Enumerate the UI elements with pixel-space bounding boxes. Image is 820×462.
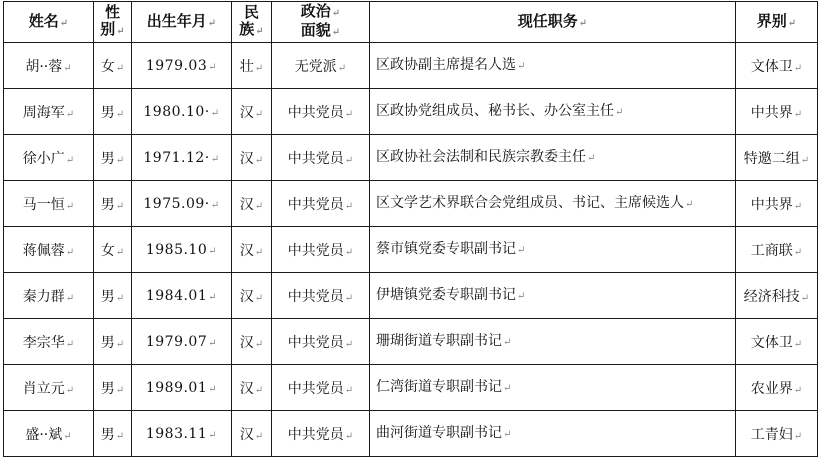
paragraph-mark-icon: ↵ — [115, 292, 125, 304]
cell-position-text: 区文学艺术界联合会党组成员、书记、主席候选人 — [376, 194, 684, 211]
header-name-text: 姓名 — [28, 11, 59, 30]
cell-party — [272, 89, 370, 135]
paragraph-mark-icon: ↵ — [344, 154, 354, 166]
cell-ethnicity — [232, 227, 272, 273]
cell-sector-text: 工青妇 — [750, 426, 793, 443]
cell-gender-text: 男 — [100, 150, 115, 167]
cell-ethnicity — [232, 273, 272, 319]
cell-ethnicity-text: 汉 — [239, 288, 254, 305]
paragraph-mark-icon: ↵ — [115, 62, 125, 74]
paragraph-mark-icon: ↵ — [793, 430, 803, 442]
paragraph-mark-icon: ↵ — [210, 199, 220, 211]
cell-ethnicity — [232, 365, 272, 411]
cell-gender — [94, 319, 132, 365]
paragraph-mark-icon: ↵ — [503, 428, 512, 440]
header-gender-line2-wrap — [97, 21, 128, 40]
paragraph-mark-icon: ↵ — [793, 108, 803, 120]
cell-position — [370, 181, 736, 227]
cell-name — [4, 411, 94, 457]
table-row — [4, 411, 818, 457]
cell-name-text: 秦力群 — [22, 288, 65, 305]
cell-sector-text: 经济科技 — [743, 288, 800, 305]
cell-sector — [736, 227, 818, 273]
paragraph-mark-icon: ↵ — [65, 154, 75, 166]
paragraph-mark-icon: ↵ — [115, 154, 125, 166]
paragraph-mark-icon: ↵ — [116, 26, 125, 37]
paragraph-mark-icon: ↵ — [208, 337, 218, 349]
paragraph-mark-icon: ↵ — [207, 17, 217, 29]
cell-gender-text: 男 — [100, 104, 115, 121]
cell-party — [272, 227, 370, 273]
cell-ethnicity-text: 壮 — [239, 58, 254, 75]
cell-sector — [736, 319, 818, 365]
paragraph-mark-icon: ↵ — [65, 338, 75, 350]
paragraph-mark-icon: ↵ — [344, 246, 354, 258]
paragraph-mark-icon: ↵ — [115, 338, 125, 350]
cell-ethnicity-text: 汉 — [239, 426, 254, 443]
header-position — [370, 2, 736, 43]
cell-ethnicity — [232, 43, 272, 89]
cell-gender-text: 男 — [100, 196, 115, 213]
cell-party-text: 中共党员 — [287, 380, 344, 397]
personnel-table — [3, 1, 818, 457]
cell-ethnicity — [232, 181, 272, 227]
cell-sector — [736, 273, 818, 319]
header-gender — [94, 2, 132, 43]
header-party-line2: 面貌 — [300, 21, 331, 39]
cell-name — [4, 365, 94, 411]
cell-gender — [94, 365, 132, 411]
paragraph-mark-icon: ↵ — [254, 200, 264, 212]
cell-sector-text: 特邀二组 — [743, 150, 800, 167]
cell-party-text: 中共党员 — [287, 104, 344, 121]
cell-birth-text: 1989.01 — [145, 379, 208, 396]
paragraph-mark-icon: ↵ — [210, 107, 220, 119]
paragraph-mark-icon: ↵ — [65, 384, 75, 396]
cell-position-text: 珊瑚街道专职副书记 — [376, 332, 502, 349]
cell-birth-text: 1985.10 — [145, 241, 208, 258]
paragraph-mark-icon: ↵ — [65, 292, 75, 304]
cell-sector — [736, 89, 818, 135]
header-party-line2-wrap — [275, 22, 366, 41]
cell-name-text: 徐小广 — [22, 150, 65, 167]
cell-party-text: 中共党员 — [287, 426, 344, 443]
cell-name-text: 盛··斌 — [25, 426, 63, 443]
paragraph-mark-icon: ↵ — [344, 108, 354, 120]
cell-ethnicity — [232, 411, 272, 457]
cell-name-text: 肖立元 — [22, 380, 65, 397]
paragraph-mark-icon: ↵ — [59, 17, 69, 29]
header-name — [4, 2, 94, 43]
header-birth — [132, 2, 232, 43]
paragraph-mark-icon: ↵ — [254, 154, 264, 166]
table-row — [4, 273, 818, 319]
cell-sector-text: 工商联 — [750, 242, 793, 259]
cell-party — [272, 43, 370, 89]
cell-position-text: 伊塘镇党委专职副书记 — [376, 286, 516, 303]
cell-sector — [736, 411, 818, 457]
paragraph-mark-icon: ↵ — [254, 62, 264, 74]
cell-birth — [132, 319, 232, 365]
cell-name — [4, 181, 94, 227]
paragraph-mark-icon: ↵ — [208, 61, 218, 73]
cell-party — [272, 135, 370, 181]
cell-position-text: 曲河街道专职副书记 — [376, 424, 502, 441]
cell-ethnicity-text: 汉 — [239, 150, 254, 167]
cell-gender — [94, 411, 132, 457]
cell-birth-text: 1980.10· — [143, 103, 210, 120]
cell-birth-text: 1984.01 — [145, 287, 208, 304]
paragraph-mark-icon: ↵ — [208, 429, 218, 441]
cell-gender-text: 男 — [100, 426, 115, 443]
cell-birth — [132, 227, 232, 273]
cell-gender — [94, 135, 132, 181]
cell-birth — [132, 411, 232, 457]
table-row — [4, 227, 818, 273]
paragraph-mark-icon: ↵ — [208, 383, 218, 395]
header-sector — [736, 2, 818, 43]
cell-birth-text: 1983.11 — [145, 425, 208, 442]
paragraph-mark-icon: ↵ — [331, 8, 341, 19]
cell-position-text: 区政协社会法制和民族宗教委主任 — [376, 148, 586, 165]
paragraph-mark-icon: ↵ — [210, 153, 220, 165]
header-party-line1-wrap — [275, 3, 366, 22]
cell-birth — [132, 273, 232, 319]
paragraph-mark-icon: ↵ — [65, 246, 75, 258]
cell-birth — [132, 365, 232, 411]
paragraph-mark-icon: ↵ — [63, 62, 72, 74]
paragraph-mark-icon: ↵ — [115, 200, 125, 212]
paragraph-mark-icon: ↵ — [337, 62, 347, 74]
paragraph-mark-icon: ↵ — [255, 26, 264, 37]
paragraph-mark-icon: ↵ — [793, 384, 803, 396]
cell-name — [4, 227, 94, 273]
cell-position-text: 蔡市镇党委专职副书记 — [376, 240, 516, 257]
cell-gender — [94, 43, 132, 89]
header-ethnicity — [232, 2, 272, 43]
paragraph-mark-icon: ↵ — [331, 27, 341, 38]
paragraph-mark-icon: ↵ — [115, 108, 125, 120]
cell-ethnicity — [232, 135, 272, 181]
cell-name-text: 周海军 — [22, 104, 65, 121]
paragraph-mark-icon: ↵ — [254, 338, 264, 350]
cell-name — [4, 273, 94, 319]
cell-birth — [132, 181, 232, 227]
header-ethnicity-line2: 族 — [239, 20, 255, 38]
cell-sector-text: 文体卫 — [750, 334, 793, 351]
header-ethnicity-line1: 民 — [243, 3, 259, 21]
cell-gender-text: 男 — [100, 334, 115, 351]
cell-ethnicity-text: 汉 — [239, 242, 254, 259]
cell-gender-text: 男 — [100, 380, 115, 397]
cell-party — [272, 319, 370, 365]
paragraph-mark-icon: ↵ — [63, 430, 72, 442]
cell-ethnicity-text: 汉 — [239, 380, 254, 397]
cell-gender-text: 女 — [100, 242, 115, 259]
header-row — [4, 2, 818, 43]
table-row — [4, 319, 818, 365]
header-sector-text: 界别 — [756, 11, 787, 30]
cell-party-text: 中共党员 — [287, 288, 344, 305]
cell-position — [370, 89, 736, 135]
paragraph-mark-icon: ↵ — [503, 336, 512, 348]
paragraph-mark-icon: ↵ — [517, 290, 526, 302]
cell-sector — [736, 43, 818, 89]
cell-ethnicity-text: 汉 — [239, 104, 254, 121]
paragraph-mark-icon: ↵ — [65, 200, 75, 212]
cell-ethnicity — [232, 319, 272, 365]
paragraph-mark-icon: ↵ — [208, 291, 218, 303]
cell-name — [4, 135, 94, 181]
header-party — [272, 2, 370, 43]
paragraph-mark-icon: ↵ — [793, 338, 803, 350]
paragraph-mark-icon: ↵ — [115, 246, 125, 258]
header-ethnicity-line2-wrap — [235, 21, 268, 40]
cell-sector-text: 农业界 — [750, 380, 793, 397]
paragraph-mark-icon: ↵ — [115, 430, 125, 442]
cell-ethnicity-text: 汉 — [239, 334, 254, 351]
table-body — [4, 43, 818, 457]
cell-position — [370, 135, 736, 181]
cell-sector — [736, 181, 818, 227]
cell-name — [4, 43, 94, 89]
cell-position — [370, 411, 736, 457]
cell-sector — [736, 365, 818, 411]
paragraph-mark-icon: ↵ — [115, 384, 125, 396]
header-birth-text: 出生年月 — [146, 11, 207, 30]
cell-party-text: 无党派 — [294, 58, 337, 75]
cell-gender — [94, 227, 132, 273]
cell-name-text: 胡··蓉 — [25, 58, 63, 75]
paragraph-mark-icon: ↵ — [800, 292, 810, 304]
cell-name-text: 马一恒 — [22, 196, 65, 213]
cell-position-text: 区政协党组成员、秘书长、办公室主任 — [376, 102, 614, 119]
paragraph-mark-icon: ↵ — [503, 382, 512, 394]
paragraph-mark-icon: ↵ — [793, 62, 803, 74]
cell-gender — [94, 181, 132, 227]
cell-name — [4, 89, 94, 135]
header-gender-line2: 别 — [100, 20, 116, 38]
paragraph-mark-icon: ↵ — [344, 430, 354, 442]
paragraph-mark-icon: ↵ — [208, 245, 218, 257]
paragraph-mark-icon: ↵ — [254, 246, 264, 258]
paragraph-mark-icon: ↵ — [254, 108, 264, 120]
cell-position — [370, 43, 736, 89]
cell-gender-text: 男 — [100, 288, 115, 305]
cell-party-text: 中共党员 — [287, 242, 344, 259]
cell-party-text: 中共党员 — [287, 334, 344, 351]
paragraph-mark-icon: ↵ — [800, 154, 810, 166]
paragraph-mark-icon: ↵ — [685, 198, 694, 210]
paragraph-mark-icon: ↵ — [578, 17, 588, 29]
cell-position-text: 区政协副主席提名人选 — [376, 56, 516, 73]
cell-ethnicity-text: 汉 — [239, 196, 254, 213]
cell-birth-text: 1975.09· — [143, 195, 210, 212]
paragraph-mark-icon: ↵ — [517, 60, 526, 72]
cell-name-text: 李宗华 — [22, 334, 65, 351]
cell-party — [272, 365, 370, 411]
cell-gender — [94, 273, 132, 319]
cell-party — [272, 411, 370, 457]
table-row — [4, 365, 818, 411]
cell-position — [370, 273, 736, 319]
cell-party-text: 中共党员 — [287, 196, 344, 213]
cell-ethnicity — [232, 89, 272, 135]
paragraph-mark-icon: ↵ — [344, 384, 354, 396]
table-row — [4, 89, 818, 135]
paragraph-mark-icon: ↵ — [254, 384, 264, 396]
cell-birth-text: 1979.07 — [145, 333, 208, 350]
paragraph-mark-icon: ↵ — [344, 292, 354, 304]
cell-birth — [132, 43, 232, 89]
cell-sector-text: 中共界 — [750, 104, 793, 121]
cell-party — [272, 181, 370, 227]
header-gender-line1: 性 — [104, 3, 120, 21]
table-row — [4, 181, 818, 227]
cell-sector — [736, 135, 818, 181]
cell-position — [370, 365, 736, 411]
cell-party — [272, 273, 370, 319]
cell-party-text: 中共党员 — [287, 150, 344, 167]
paragraph-mark-icon: ↵ — [65, 108, 75, 120]
cell-position-text: 仁湾街道专职副书记 — [376, 378, 502, 395]
paragraph-mark-icon: ↵ — [254, 430, 264, 442]
paragraph-mark-icon: ↵ — [344, 200, 354, 212]
cell-name — [4, 319, 94, 365]
header-party-line1: 政治 — [300, 2, 331, 20]
cell-birth-text: 1971.12· — [143, 149, 210, 166]
cell-position — [370, 227, 736, 273]
paragraph-mark-icon: ↵ — [615, 106, 624, 118]
paragraph-mark-icon: ↵ — [344, 338, 354, 350]
header-position-text: 现任职务 — [517, 11, 578, 30]
paragraph-mark-icon: ↵ — [587, 152, 596, 164]
cell-birth-text: 1979.03 — [145, 57, 208, 74]
cell-birth — [132, 135, 232, 181]
cell-name-text: 蒋佩蓉 — [22, 242, 65, 259]
table-row — [4, 135, 818, 181]
cell-gender-text: 女 — [100, 58, 115, 75]
paragraph-mark-icon: ↵ — [254, 292, 264, 304]
table-row — [4, 43, 818, 89]
cell-gender — [94, 89, 132, 135]
cell-sector-text: 中共界 — [750, 196, 793, 213]
paragraph-mark-icon: ↵ — [517, 244, 526, 256]
paragraph-mark-icon: ↵ — [793, 200, 803, 212]
paragraph-mark-icon: ↵ — [793, 246, 803, 258]
paragraph-mark-icon: ↵ — [787, 17, 797, 29]
cell-sector-text: 文体卫 — [750, 58, 793, 75]
cell-birth — [132, 89, 232, 135]
cell-position — [370, 319, 736, 365]
